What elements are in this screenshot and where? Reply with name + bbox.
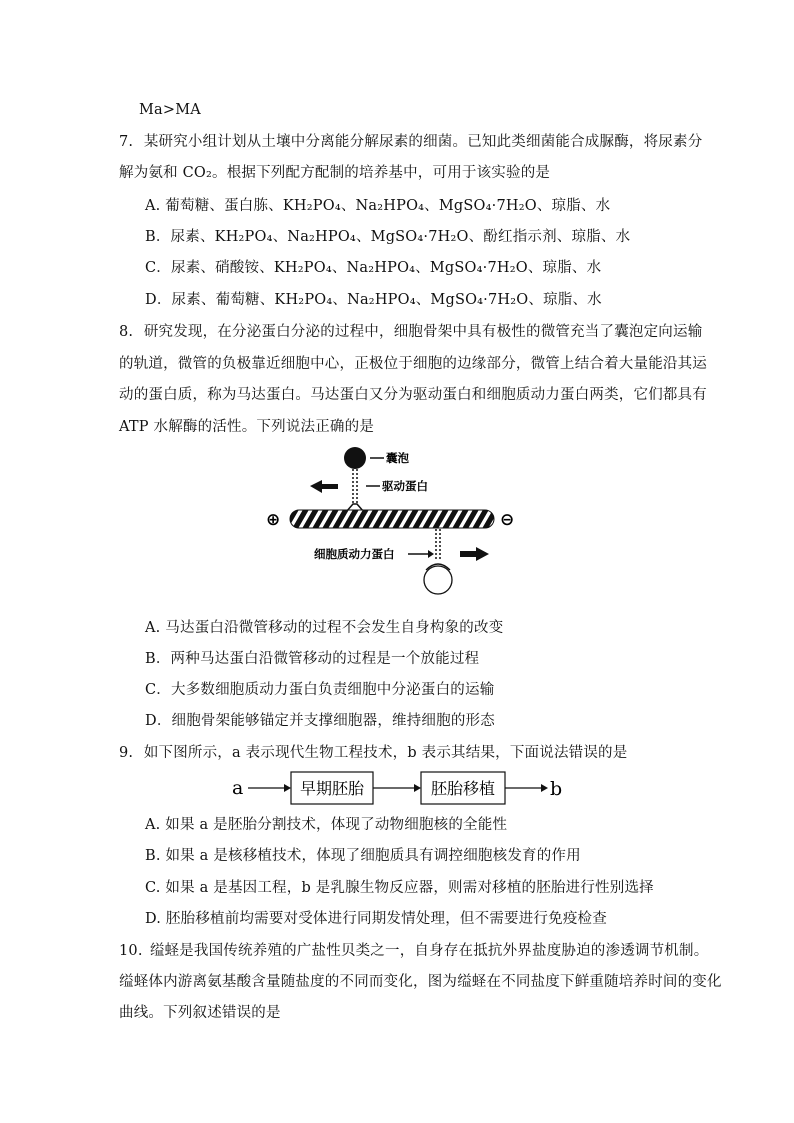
q9-flow-diagram bbox=[232, 770, 572, 806]
q10-number: 10. bbox=[119, 943, 143, 959]
q8-number: 8. bbox=[119, 324, 134, 340]
minus-end-sign: ⊖ bbox=[500, 510, 515, 530]
q8-option-d: D．细胞骨架能够锚定并支撑细胞器，维持细胞的形态 bbox=[145, 713, 495, 729]
q8-stem-line3: 动的蛋白质，称为马达蛋白。马达蛋白又分为驱动蛋白和细胞质动力蛋白两类，它们都具有 bbox=[119, 387, 707, 403]
q7-stem-text1: 某研究小组计划从土壤中分离能分解尿素的细菌。已知此类细菌能合成脲酶，将尿素分 bbox=[143, 134, 703, 150]
q9-stem-text: 如下图所示，a 表示现代生物工程技术，b 表示其结果，下面说法错误的是 bbox=[143, 745, 628, 761]
q7-option-c: C．尿素、硝酸铵、KH₂PO₄、Na₂HPO₄、MgSO₄·7H₂O、琼脂、水 bbox=[145, 260, 602, 276]
q7-stem-line2: 解为氨和 CO₂。根据下列配方配制的培养基中，可用于该实验的是 bbox=[119, 165, 551, 181]
q7-option-a: A. 葡萄糖、蛋白胨、KH₂PO₄、Na₂HPO₄、MgSO₄·7H₂O、琼脂、水 bbox=[145, 198, 611, 214]
q9-stem-line bbox=[119, 743, 689, 763]
plus-end-sign: ⊕ bbox=[266, 510, 281, 530]
kinesin-direction-arrow bbox=[310, 480, 338, 493]
q8-stem-line4: ATP 水解酶的活性。下列说法正确的是 bbox=[119, 419, 375, 435]
q10-stem-line1 bbox=[119, 941, 709, 961]
flow-box-embryo-transfer-label: 胚胎移植 bbox=[430, 779, 496, 798]
dynein-label: 细胞质动力蛋白 bbox=[314, 547, 395, 561]
q9-option-d: D. 胚胎移植前均需要对受体进行同期发情处理，但不需要进行免疫检查 bbox=[145, 911, 607, 927]
motor-protein-diagram bbox=[262, 442, 524, 598]
q10-stem-text1: 缢蛏是我国传统养殖的广盐性贝类之一，自身存在抵抗外界盐度胁迫的渗透调节机制。 bbox=[149, 943, 709, 959]
q7-number: 7. bbox=[119, 134, 134, 150]
vesicle-label: 囊泡 bbox=[386, 451, 409, 465]
q9-option-b: B. 如果 a 是核移植技术，体现了细胞质具有调控细胞核发育的作用 bbox=[145, 848, 581, 864]
flow-end-label: b bbox=[550, 778, 563, 800]
q8-stem-text1: 研究发现，在分泌蛋白分泌的过程中，细胞骨架中具有极性的微管充当了囊泡定向运输 bbox=[143, 324, 703, 340]
q7-option-d: D．尿素、葡萄糖、KH₂PO₄、Na₂HPO₄、MgSO₄·7H₂O、琼脂、水 bbox=[145, 292, 602, 308]
previous-answer-fragment: Ma>MA bbox=[139, 102, 201, 118]
q8-option-b: B．两种马达蛋白沿微管移动的过程是一个放能过程 bbox=[145, 651, 480, 667]
q8-option-c: C．大多数细胞质动力蛋白负责细胞中分泌蛋白的运输 bbox=[145, 682, 495, 698]
flow-box-early-embryo-label: 早期胚胎 bbox=[299, 779, 365, 798]
microtubule bbox=[290, 510, 494, 528]
flow-arrow-3-head bbox=[541, 784, 548, 792]
q10-stem-line3: 曲线。下列叙述错误的是 bbox=[119, 1005, 281, 1021]
q9-number: 9. bbox=[119, 745, 134, 761]
flow-start-label: a bbox=[232, 777, 244, 799]
q9-option-a: A. 如果 a 是胚胎分割技术，体现了动物细胞核的全能性 bbox=[145, 817, 508, 833]
q7-stem-line1 bbox=[119, 132, 703, 152]
dynein-cargo bbox=[424, 566, 452, 594]
dynein-direction-arrow bbox=[460, 547, 489, 561]
q8-option-a: A. 马达蛋白沿微管移动的过程不会发生自身构象的改变 bbox=[145, 620, 504, 636]
dynein-pointer-head bbox=[428, 550, 434, 558]
q9-option-c: C. 如果 a 是基因工程，b 是乳腺生物反应器，则需对移植的胚胎进行性别选择 bbox=[145, 880, 654, 896]
flow-arrow-2-head bbox=[414, 784, 421, 792]
flow-arrow-1-head bbox=[284, 784, 291, 792]
vesicle-shape bbox=[344, 447, 366, 469]
q8-stem-line2: 的轨道，微管的负极靠近细胞中心，正极位于细胞的边缘部分，微管上结合着大量能沿其运 bbox=[119, 356, 707, 372]
q8-stem-line1 bbox=[119, 322, 703, 342]
q7-option-b: B．尿素、KH₂PO₄、Na₂HPO₄、MgSO₄·7H₂O、酚红指示剂、琼脂、水 bbox=[145, 229, 631, 245]
q10-stem-line2: 缢蛏体内游离氨基酸含量随盐度的不同而变化，图为缢蛏在不同盐度下鲜重随培养时间的变化 bbox=[119, 974, 722, 990]
kinesin-label: 驱动蛋白 bbox=[382, 479, 428, 493]
